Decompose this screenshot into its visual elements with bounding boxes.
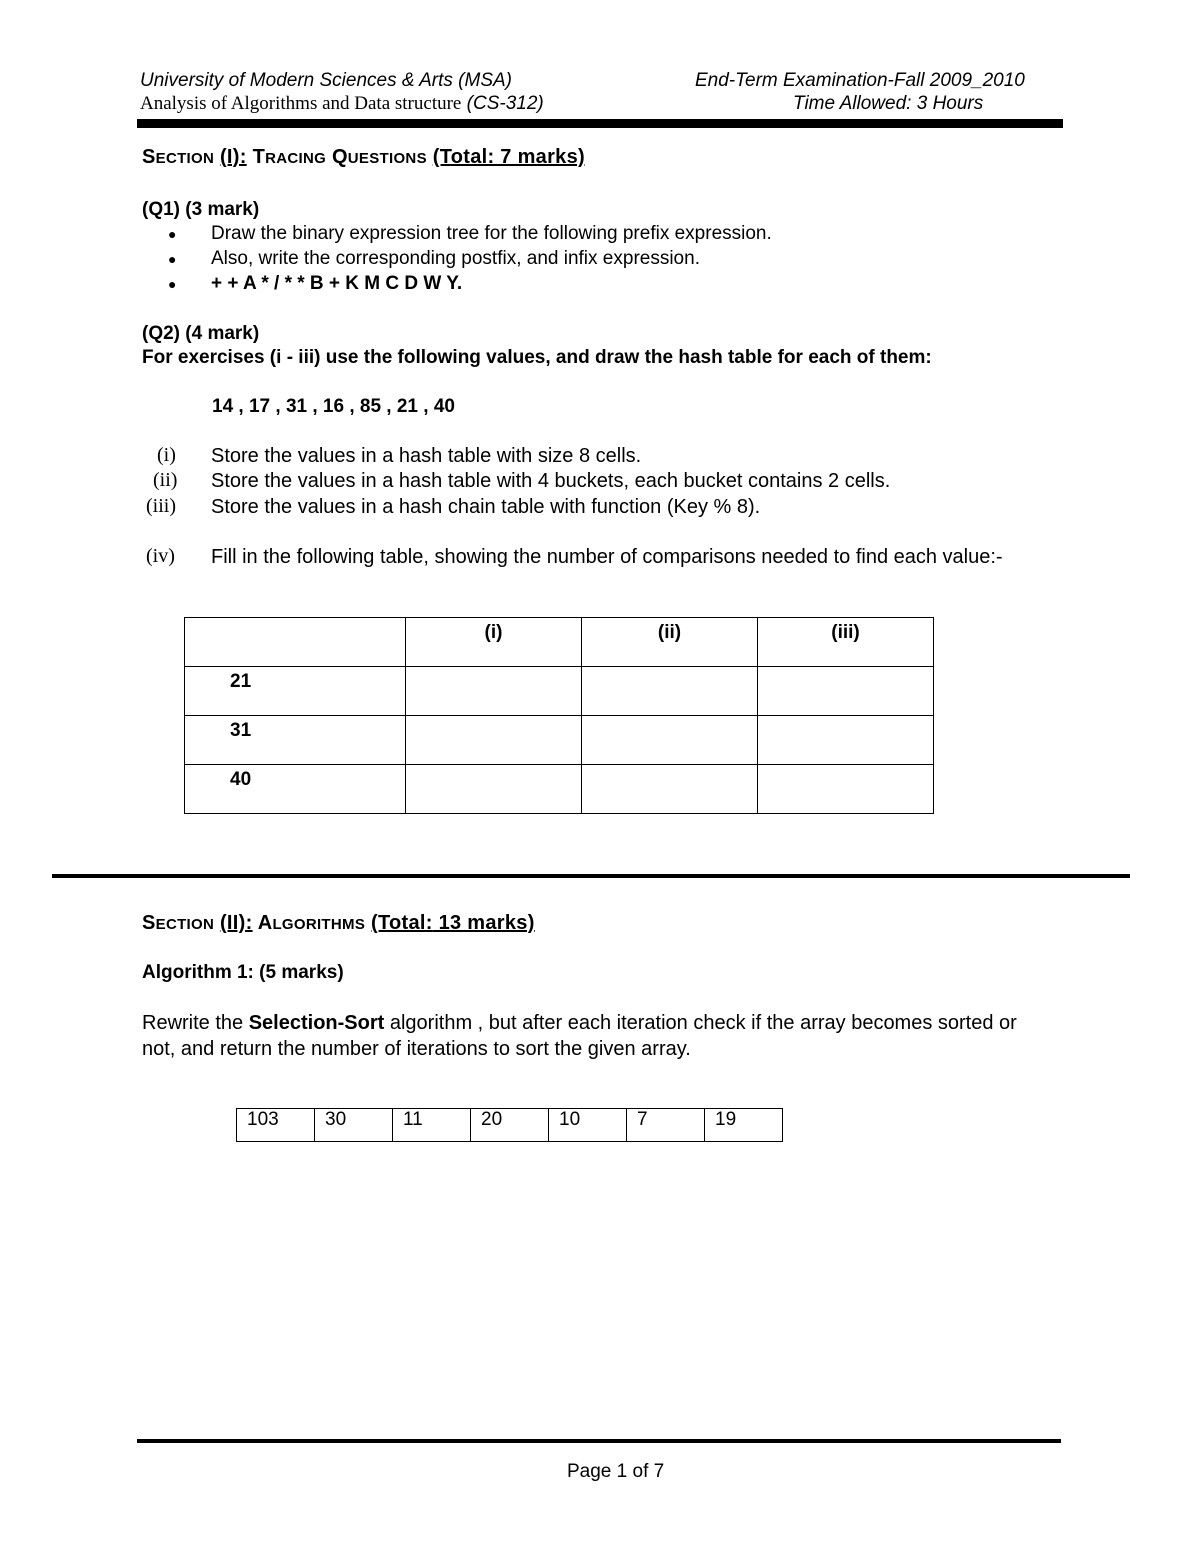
array-cell: 30: [315, 1109, 393, 1142]
footer-rule: [137, 1439, 1061, 1443]
table-row: [185, 716, 934, 765]
table-cell: [582, 765, 758, 814]
row-label-cell: 21: [185, 667, 406, 716]
bullet-icon: ●: [168, 251, 177, 267]
array-cell: 20: [471, 1109, 549, 1142]
item-text: Store the values in a hash table with 4 buckets, each bucket contains 2 cells.: [211, 470, 891, 492]
algo1-line-2: not, and return the number of iterations to sort the given array.: [142, 1038, 691, 1060]
array-cell: 10: [549, 1109, 627, 1142]
q1-bullet-2: Also, write the corresponding postfix, and infix expression.: [211, 248, 700, 269]
table-cell: [406, 765, 582, 814]
q2-title: (Q2) (4 mark): [142, 323, 260, 344]
array-cell: 11: [393, 1109, 471, 1142]
algo1-title: Algorithm 1: (5 marks): [142, 962, 344, 983]
array-table: [236, 1108, 783, 1142]
item-num: (iii): [146, 495, 176, 517]
table-cell: [406, 716, 582, 765]
course-name: Analysis of Algorithms and Data structure: [140, 93, 462, 114]
table-cell: [758, 765, 934, 814]
table-cell: [758, 667, 934, 716]
q1-title: (Q1) (3 mark): [142, 199, 260, 220]
q2-instruction: For exercises (i - iii) use the following values, and draw the hash table for each of them:: [142, 347, 932, 368]
q1-bullet-1: Draw the binary expression tree for the following prefix expression.: [211, 223, 772, 244]
table-row: [237, 1109, 783, 1142]
item-text: Store the values in a hash chain table with function (Key % 8).: [211, 496, 761, 518]
course-code: (CS-312): [466, 93, 544, 114]
item-text: Fill in the following table, showing the number of comparisons needed to find each value:-: [211, 546, 1003, 568]
course-line: [140, 93, 544, 115]
bullet-icon: ●: [168, 226, 177, 242]
table-cell: [582, 667, 758, 716]
item-num: (ii): [153, 469, 178, 491]
array-cell: 7: [627, 1109, 705, 1142]
page-number: Page 1 of 7: [567, 1461, 665, 1482]
table-cell: [406, 667, 582, 716]
university-name: University of Modern Sciences & Arts (MSA): [140, 70, 513, 91]
bullet-icon: ●: [168, 276, 177, 292]
item-text: Store the values in a hash table with size 8 cells.: [211, 445, 642, 467]
section-divider: [52, 874, 1130, 878]
table-cell: [582, 716, 758, 765]
row-label-cell: 31: [185, 716, 406, 765]
exam-title: End-Term Examination-Fall 2009_2010: [695, 70, 1025, 91]
item-num: (i): [157, 444, 176, 466]
array-cell: 103: [237, 1109, 315, 1142]
table-row: [185, 618, 934, 667]
row-label-cell: 40: [185, 765, 406, 814]
table-row: [185, 765, 934, 814]
q1-expression: + + A * / * * B + K M C D W Y.: [211, 273, 463, 294]
array-cell: 19: [705, 1109, 783, 1142]
table-cell: [758, 716, 934, 765]
table-cell: [185, 618, 406, 667]
item-num: (iv): [146, 545, 175, 567]
header-rule: [137, 119, 1063, 128]
algo1-line-1: Rewrite the Selection-Sort algorithm , but after each iteration check if the array becomes sorted or: [142, 1012, 1017, 1034]
table-header-cell: (ii): [582, 618, 758, 667]
table-header-cell: (i): [406, 618, 582, 667]
q2-values: 14 , 17 , 31 , 16 , 85 , 21 , 40: [212, 396, 455, 417]
comparisons-table: [184, 617, 934, 814]
section-2-heading: SECTION (II): ALGORITHMS (Total: 13 marks): [142, 912, 535, 934]
time-allowed: Time Allowed: 3 Hours: [793, 93, 984, 114]
table-header-cell: (iii): [758, 618, 934, 667]
table-row: [185, 667, 934, 716]
section-1-heading: SECTION (I): TRACING QUESTIONS (Total: 7 marks): [142, 146, 585, 168]
